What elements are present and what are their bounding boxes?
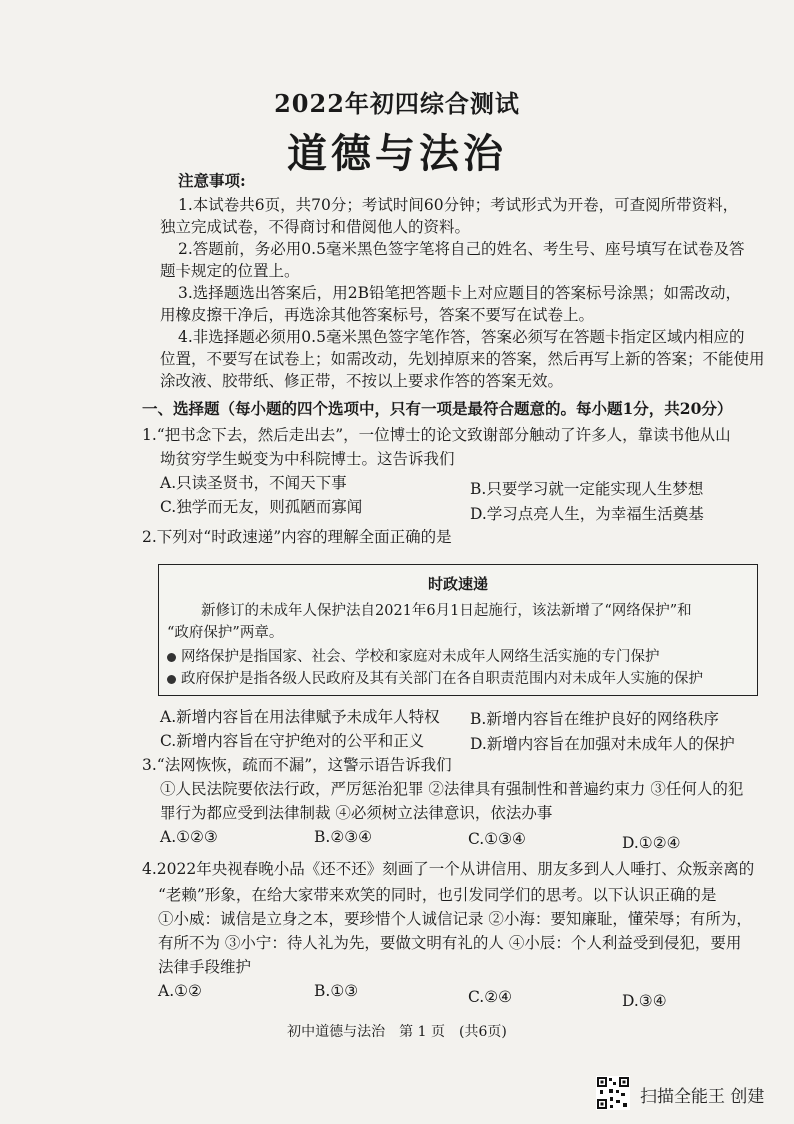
notice-line: 1.本试卷共6页，共70分；考试时间60分钟；考试形式为开卷，可查阅所带资料， (178, 196, 739, 214)
qr-code-icon (596, 1076, 630, 1110)
notice-line: 独立完成试卷，不得商讨和借阅他人的资料。 (160, 218, 471, 236)
q2-option-d: D.新增内容旨在加强对未成年人的保护 (470, 735, 735, 753)
notice-line: 4.非选择题必须用0.5毫米黑色签字笔作答，答案必须写在答题卡指定区域内相应的 (178, 328, 745, 346)
news-box-text: 新修订的未成年人保护法自2021年6月1日起施行，该法新增了“网络保护”和 (201, 603, 692, 619)
news-box (158, 564, 758, 696)
notice-heading: 注意事项: (178, 171, 246, 190)
q3-stem: 3.“法网恢恢，疏而不漏”，这警示语告诉我们 (142, 756, 452, 774)
q4-statements: ①小威：诚信是立身之本，要珍惜个人诚信记录 ②小海：要知廉耻，懂荣辱；有所为， (158, 910, 752, 928)
notice-line: 涂改液、胶带纸、修正带，不按以上要求作答的答案无效。 (160, 372, 564, 390)
section-heading: 一、选择题（每小题的四个选项中，只有一项是最符合题意的。每小题1分，共20分） (142, 399, 733, 418)
q4-statements: 有所不为 ③小宁：待人礼为先，要做文明有礼的人 ④小辰：个人利益受到侵犯，要用 (158, 934, 742, 952)
q1-stem: 坳贫穷学生蜕变为中科院博士。这告诉我们 (160, 450, 455, 468)
page-footer: 初中道德与法治 第 1 页 (共6页) (287, 1024, 507, 1040)
exam-title: 2022年初四综合测试 (274, 89, 520, 118)
q1-option-b: B.只要学习就一定能实现人生梦想 (470, 480, 704, 498)
notice-line: 位置，不要写在试卷上；如需改动，先划掉原来的答案，然后再写上新的答案；不能使用 (160, 350, 765, 368)
q3-statements: ①人民法院要依法行政，严厉惩治犯罪 ②法律具有强制性和普遍约束力 ③任何人的犯 (160, 780, 744, 798)
q1-option-d: D.学习点亮人生，为幸福生活奠基 (470, 505, 704, 523)
notice-line: 题卡规定的位置上。 (160, 262, 300, 280)
q4-statements: 法律手段维护 (158, 958, 252, 976)
q4-stem: 4.2022年央视春晚小品《还不还》刻画了一个从讲信用、朋友多到人人唾打、众叛亲离的 (142, 860, 755, 878)
notice-line: 3.选择题选出答案后，用2B铅笔把答题卡上对应题目的答案标号涂黑；如需改动， (178, 284, 742, 302)
q3-option-a: A.①②③ (160, 828, 218, 846)
scanner-watermark: 扫描全能王 创建 (640, 1087, 765, 1107)
q2-stem: 2.下列对“时政速递”内容的理解全面正确的是 (142, 528, 452, 546)
q2-option-b: B.新增内容旨在维护良好的网络秩序 (470, 710, 719, 728)
q4-stem: “老赖”形象，在给大家带来欢笑的同时，也引发同学们的思考。以下认识正确的是 (158, 886, 717, 904)
notice-line: 2.答题前，务必用0.5毫米黑色签字笔将自己的姓名、考生号、座号填写在试卷及答 (178, 240, 745, 258)
q4-option-a: A.①② (158, 982, 202, 1000)
news-box-title: 时政速递 (427, 575, 488, 593)
q4-option-b: B.①③ (314, 982, 359, 1000)
bullet-icon (167, 653, 176, 662)
subject-title: 道德与法治 (287, 130, 507, 177)
q1-option-a: A.只读圣贤书，不闻天下事 (160, 474, 347, 492)
q3-statements: 罪行为都应受到法律制裁 ④必须树立法律意识，依法办事 (160, 804, 553, 822)
q2-option-a: A.新增内容旨在用法律赋予未成年人特权 (160, 708, 440, 726)
q4-option-d: D.③④ (622, 992, 667, 1010)
news-box-item: 网络保护是指国家、社会、学校和家庭对未成年人网络生活实施的专门保护 (167, 647, 660, 667)
notice-line: 用橡皮擦干净后，再选涂其他答案标号，答案不要写在试卷上。 (160, 306, 595, 324)
q3-option-b: B.②③④ (314, 828, 373, 846)
q2-option-c: C.新增内容旨在守护绝对的公平和正义 (160, 732, 425, 750)
news-box-text: “政府保护”两章。 (167, 625, 284, 641)
q4-option-c: C.②④ (468, 988, 513, 1006)
bullet-icon (167, 675, 176, 684)
q1-option-c: C.独学而无友，则孤陋而寡闻 (160, 498, 363, 516)
q3-option-c: C.①③④ (468, 830, 526, 848)
news-box-item: 政府保护是指各级人民政府及其有关部门在各自职责范围内对未成年人实施的保护 (167, 669, 703, 689)
q1-stem: 1.“把书念下去，然后走出去”，一位博士的论文致谢部分触动了许多人，靠读书他从山 (142, 426, 731, 444)
q3-option-d: D.①②④ (622, 834, 681, 852)
